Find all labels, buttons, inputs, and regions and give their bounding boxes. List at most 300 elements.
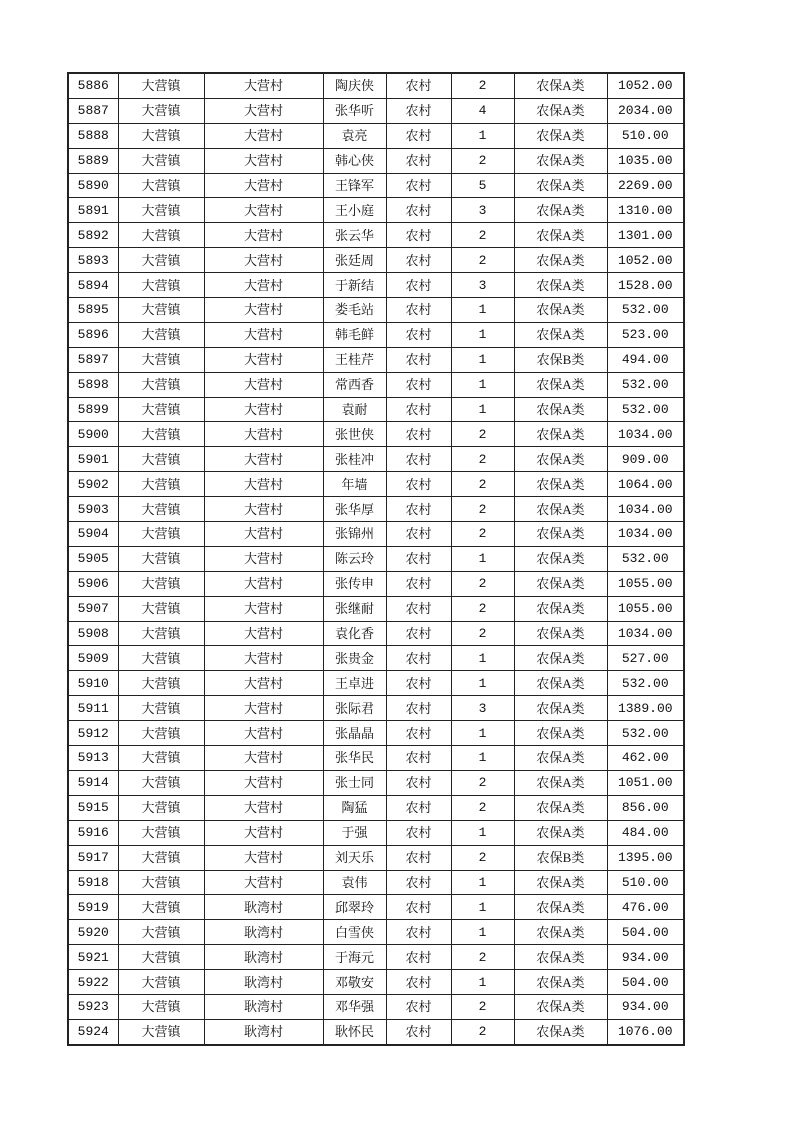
insurance-type-cell: 农保A类 — [514, 546, 607, 571]
village-cell: 大营村 — [204, 322, 323, 347]
household-size-cell: 2 — [451, 571, 514, 596]
amount-cell: 1035.00 — [607, 148, 684, 173]
table-row — [68, 148, 684, 173]
town-cell: 大营镇 — [118, 945, 204, 970]
area-type-cell: 农村 — [386, 148, 451, 173]
table-row — [68, 994, 684, 1019]
row-id-cell: 5913 — [68, 746, 118, 771]
amount-cell: 1034.00 — [607, 422, 684, 447]
town-cell: 大营镇 — [118, 322, 204, 347]
row-id-cell: 5889 — [68, 148, 118, 173]
table-row — [68, 621, 684, 646]
village-cell: 耿湾村 — [204, 945, 323, 970]
row-id-cell: 5903 — [68, 497, 118, 522]
amount-cell: 1051.00 — [607, 770, 684, 795]
amount-cell: 856.00 — [607, 795, 684, 820]
area-type-cell: 农村 — [386, 248, 451, 273]
household-size-cell: 3 — [451, 198, 514, 223]
town-cell: 大营镇 — [118, 198, 204, 223]
amount-cell: 909.00 — [607, 447, 684, 472]
town-cell: 大营镇 — [118, 671, 204, 696]
person-name-cell: 陶庆侠 — [323, 73, 386, 98]
village-cell: 大营村 — [204, 546, 323, 571]
amount-cell: 527.00 — [607, 646, 684, 671]
village-cell: 大营村 — [204, 795, 323, 820]
area-type-cell: 农村 — [386, 970, 451, 995]
amount-cell: 1034.00 — [607, 621, 684, 646]
household-size-cell: 2 — [451, 770, 514, 795]
row-id-cell: 5909 — [68, 646, 118, 671]
household-size-cell: 1 — [451, 123, 514, 148]
person-name-cell: 张际君 — [323, 696, 386, 721]
person-name-cell: 邓华强 — [323, 994, 386, 1019]
household-size-cell: 1 — [451, 546, 514, 571]
household-size-cell: 2 — [451, 596, 514, 621]
area-type-cell: 农村 — [386, 123, 451, 148]
household-size-cell: 2 — [451, 621, 514, 646]
town-cell: 大营镇 — [118, 646, 204, 671]
amount-cell: 1301.00 — [607, 223, 684, 248]
insurance-type-cell: 农保A类 — [514, 322, 607, 347]
person-name-cell: 常西香 — [323, 372, 386, 397]
insurance-type-cell: 农保A类 — [514, 920, 607, 945]
table-row — [68, 522, 684, 547]
household-size-cell: 1 — [451, 646, 514, 671]
insurance-type-cell: 农保A类 — [514, 795, 607, 820]
town-cell: 大营镇 — [118, 123, 204, 148]
person-name-cell: 张廷周 — [323, 248, 386, 273]
row-id-cell: 5901 — [68, 447, 118, 472]
person-name-cell: 耿怀民 — [323, 1019, 386, 1044]
village-cell: 耿湾村 — [204, 970, 323, 995]
village-cell: 大营村 — [204, 820, 323, 845]
village-cell: 大营村 — [204, 596, 323, 621]
household-size-cell: 1 — [451, 298, 514, 323]
row-id-cell: 5924 — [68, 1019, 118, 1044]
insurance-type-cell: 农保A类 — [514, 895, 607, 920]
village-cell: 大营村 — [204, 273, 323, 298]
area-type-cell: 农村 — [386, 522, 451, 547]
table-row — [68, 970, 684, 995]
row-id-cell: 5898 — [68, 372, 118, 397]
area-type-cell: 农村 — [386, 596, 451, 621]
household-size-cell: 2 — [451, 1019, 514, 1044]
amount-cell: 934.00 — [607, 945, 684, 970]
person-name-cell: 王锋军 — [323, 173, 386, 198]
row-id-cell: 5918 — [68, 870, 118, 895]
row-id-cell: 5895 — [68, 298, 118, 323]
person-name-cell: 张华听 — [323, 98, 386, 123]
row-id-cell: 5899 — [68, 397, 118, 422]
row-id-cell: 5905 — [68, 546, 118, 571]
household-size-cell: 1 — [451, 820, 514, 845]
insurance-type-cell: 农保A类 — [514, 621, 607, 646]
row-id-cell: 5919 — [68, 895, 118, 920]
amount-cell: 532.00 — [607, 546, 684, 571]
row-id-cell: 5887 — [68, 98, 118, 123]
town-cell: 大营镇 — [118, 248, 204, 273]
person-name-cell: 袁化香 — [323, 621, 386, 646]
village-cell: 大营村 — [204, 372, 323, 397]
person-name-cell: 陶猛 — [323, 795, 386, 820]
row-id-cell: 5914 — [68, 770, 118, 795]
table-row — [68, 920, 684, 945]
village-cell: 大营村 — [204, 696, 323, 721]
row-id-cell: 5886 — [68, 73, 118, 98]
village-cell: 耿湾村 — [204, 994, 323, 1019]
row-id-cell: 5908 — [68, 621, 118, 646]
insurance-type-cell: 农保A类 — [514, 571, 607, 596]
person-name-cell: 邱翠玲 — [323, 895, 386, 920]
household-size-cell: 2 — [451, 472, 514, 497]
person-name-cell: 袁耐 — [323, 397, 386, 422]
table-row — [68, 198, 684, 223]
village-cell: 大营村 — [204, 298, 323, 323]
area-type-cell: 农村 — [386, 497, 451, 522]
person-name-cell: 张华民 — [323, 746, 386, 771]
area-type-cell: 农村 — [386, 621, 451, 646]
row-id-cell: 5922 — [68, 970, 118, 995]
area-type-cell: 农村 — [386, 397, 451, 422]
amount-cell: 532.00 — [607, 671, 684, 696]
table-row — [68, 98, 684, 123]
town-cell: 大营镇 — [118, 895, 204, 920]
village-cell: 大营村 — [204, 522, 323, 547]
table-row — [68, 173, 684, 198]
table-row — [68, 546, 684, 571]
table-row — [68, 696, 684, 721]
table-row — [68, 372, 684, 397]
amount-cell: 1034.00 — [607, 522, 684, 547]
insurance-type-cell: 农保A类 — [514, 298, 607, 323]
village-cell: 大营村 — [204, 347, 323, 372]
row-id-cell: 5896 — [68, 322, 118, 347]
amount-cell: 510.00 — [607, 123, 684, 148]
household-size-cell: 2 — [451, 945, 514, 970]
insurance-type-cell: 农保A类 — [514, 1019, 607, 1044]
area-type-cell: 农村 — [386, 721, 451, 746]
household-size-cell: 1 — [451, 671, 514, 696]
insurance-type-cell: 农保A类 — [514, 671, 607, 696]
town-cell: 大营镇 — [118, 621, 204, 646]
town-cell: 大营镇 — [118, 522, 204, 547]
area-type-cell: 农村 — [386, 322, 451, 347]
row-id-cell: 5894 — [68, 273, 118, 298]
amount-cell: 462.00 — [607, 746, 684, 771]
household-size-cell: 1 — [451, 397, 514, 422]
village-cell: 耿湾村 — [204, 920, 323, 945]
household-size-cell: 1 — [451, 920, 514, 945]
person-name-cell: 袁亮 — [323, 123, 386, 148]
town-cell: 大营镇 — [118, 746, 204, 771]
insurance-type-cell: 农保A类 — [514, 696, 607, 721]
insurance-type-cell: 农保A类 — [514, 73, 607, 98]
row-id-cell: 5917 — [68, 845, 118, 870]
town-cell: 大营镇 — [118, 397, 204, 422]
village-cell: 耿湾村 — [204, 895, 323, 920]
amount-cell: 1064.00 — [607, 472, 684, 497]
town-cell: 大营镇 — [118, 696, 204, 721]
area-type-cell: 农村 — [386, 646, 451, 671]
insurance-type-cell: 农保A类 — [514, 123, 607, 148]
amount-cell: 504.00 — [607, 920, 684, 945]
amount-cell: 476.00 — [607, 895, 684, 920]
area-type-cell: 农村 — [386, 98, 451, 123]
amount-cell: 532.00 — [607, 721, 684, 746]
person-name-cell: 王桂芹 — [323, 347, 386, 372]
person-name-cell: 年墙 — [323, 472, 386, 497]
insurance-type-cell: 农保A类 — [514, 970, 607, 995]
row-id-cell: 5920 — [68, 920, 118, 945]
area-type-cell: 农村 — [386, 820, 451, 845]
village-cell: 大营村 — [204, 148, 323, 173]
village-cell: 大营村 — [204, 98, 323, 123]
insurance-type-cell: 农保A类 — [514, 646, 607, 671]
table-row — [68, 322, 684, 347]
row-id-cell: 5891 — [68, 198, 118, 223]
household-size-cell: 1 — [451, 970, 514, 995]
village-cell: 大营村 — [204, 397, 323, 422]
village-cell: 大营村 — [204, 223, 323, 248]
village-cell: 大营村 — [204, 198, 323, 223]
area-type-cell: 农村 — [386, 671, 451, 696]
town-cell: 大营镇 — [118, 447, 204, 472]
town-cell: 大营镇 — [118, 472, 204, 497]
household-size-cell: 2 — [451, 422, 514, 447]
household-size-cell: 1 — [451, 372, 514, 397]
row-id-cell: 5912 — [68, 721, 118, 746]
amount-cell: 1055.00 — [607, 571, 684, 596]
table-row — [68, 347, 684, 372]
town-cell: 大营镇 — [118, 721, 204, 746]
amount-cell: 1395.00 — [607, 845, 684, 870]
household-size-cell: 5 — [451, 173, 514, 198]
insurance-type-cell: 农保A类 — [514, 248, 607, 273]
village-cell: 大营村 — [204, 770, 323, 795]
area-type-cell: 农村 — [386, 571, 451, 596]
person-name-cell: 韩心侠 — [323, 148, 386, 173]
table-row — [68, 472, 684, 497]
amount-cell: 2269.00 — [607, 173, 684, 198]
person-name-cell: 张晶晶 — [323, 721, 386, 746]
household-size-cell: 2 — [451, 845, 514, 870]
household-size-cell: 2 — [451, 795, 514, 820]
amount-cell: 494.00 — [607, 347, 684, 372]
amount-cell: 934.00 — [607, 994, 684, 1019]
person-name-cell: 娄毛站 — [323, 298, 386, 323]
town-cell: 大营镇 — [118, 148, 204, 173]
household-size-cell: 3 — [451, 696, 514, 721]
table-row — [68, 671, 684, 696]
village-cell: 大营村 — [204, 845, 323, 870]
area-type-cell: 农村 — [386, 273, 451, 298]
area-type-cell: 农村 — [386, 895, 451, 920]
area-type-cell: 农村 — [386, 372, 451, 397]
area-type-cell: 农村 — [386, 920, 451, 945]
table-row — [68, 447, 684, 472]
town-cell: 大营镇 — [118, 98, 204, 123]
person-name-cell: 张世侠 — [323, 422, 386, 447]
row-id-cell: 5892 — [68, 223, 118, 248]
person-name-cell: 张传申 — [323, 571, 386, 596]
table-row — [68, 945, 684, 970]
row-id-cell: 5923 — [68, 994, 118, 1019]
amount-cell: 532.00 — [607, 298, 684, 323]
village-cell: 大营村 — [204, 173, 323, 198]
town-cell: 大营镇 — [118, 223, 204, 248]
amount-cell: 1052.00 — [607, 73, 684, 98]
town-cell: 大营镇 — [118, 298, 204, 323]
row-id-cell: 5897 — [68, 347, 118, 372]
household-size-cell: 2 — [451, 522, 514, 547]
town-cell: 大营镇 — [118, 497, 204, 522]
area-type-cell: 农村 — [386, 298, 451, 323]
household-size-cell: 2 — [451, 447, 514, 472]
person-name-cell: 韩毛鲜 — [323, 322, 386, 347]
household-size-cell: 2 — [451, 994, 514, 1019]
insurance-type-cell: 农保A类 — [514, 472, 607, 497]
town-cell: 大营镇 — [118, 571, 204, 596]
person-name-cell: 白雪侠 — [323, 920, 386, 945]
row-id-cell: 5888 — [68, 123, 118, 148]
village-cell: 大营村 — [204, 746, 323, 771]
insurance-type-cell: 农保A类 — [514, 596, 607, 621]
amount-cell: 1076.00 — [607, 1019, 684, 1044]
town-cell: 大营镇 — [118, 173, 204, 198]
household-size-cell: 2 — [451, 148, 514, 173]
household-size-cell: 1 — [451, 322, 514, 347]
area-type-cell: 农村 — [386, 870, 451, 895]
amount-cell: 1034.00 — [607, 497, 684, 522]
insurance-type-cell: 农保A类 — [514, 397, 607, 422]
insurance-type-cell: 农保A类 — [514, 223, 607, 248]
village-cell: 大营村 — [204, 721, 323, 746]
insurance-type-cell: 农保B类 — [514, 347, 607, 372]
insurance-type-cell: 农保A类 — [514, 447, 607, 472]
row-id-cell: 5915 — [68, 795, 118, 820]
household-size-cell: 2 — [451, 73, 514, 98]
household-size-cell: 2 — [451, 223, 514, 248]
insurance-type-cell: 农保A类 — [514, 945, 607, 970]
town-cell: 大营镇 — [118, 770, 204, 795]
table-row — [68, 571, 684, 596]
row-id-cell: 5911 — [68, 696, 118, 721]
person-name-cell: 张继耐 — [323, 596, 386, 621]
household-size-cell: 4 — [451, 98, 514, 123]
table-row — [68, 298, 684, 323]
person-name-cell: 于海元 — [323, 945, 386, 970]
village-cell: 大营村 — [204, 447, 323, 472]
person-name-cell: 张云华 — [323, 223, 386, 248]
household-size-cell: 1 — [451, 870, 514, 895]
area-type-cell: 农村 — [386, 422, 451, 447]
person-name-cell: 王卓进 — [323, 671, 386, 696]
area-type-cell: 农村 — [386, 173, 451, 198]
table-row — [68, 497, 684, 522]
insurance-type-cell: 农保A类 — [514, 820, 607, 845]
village-cell: 大营村 — [204, 571, 323, 596]
person-name-cell: 张桂冲 — [323, 447, 386, 472]
town-cell: 大营镇 — [118, 273, 204, 298]
town-cell: 大营镇 — [118, 347, 204, 372]
area-type-cell: 农村 — [386, 347, 451, 372]
household-size-cell: 3 — [451, 273, 514, 298]
person-name-cell: 张锦州 — [323, 522, 386, 547]
table-row — [68, 845, 684, 870]
household-size-cell: 2 — [451, 248, 514, 273]
table-row — [68, 422, 684, 447]
village-cell: 大营村 — [204, 870, 323, 895]
area-type-cell: 农村 — [386, 770, 451, 795]
amount-cell: 523.00 — [607, 322, 684, 347]
town-cell: 大营镇 — [118, 73, 204, 98]
table-row — [68, 646, 684, 671]
insurance-type-cell: 农保A类 — [514, 770, 607, 795]
amount-cell: 532.00 — [607, 372, 684, 397]
village-cell: 大营村 — [204, 621, 323, 646]
row-id-cell: 5921 — [68, 945, 118, 970]
area-type-cell: 农村 — [386, 845, 451, 870]
town-cell: 大营镇 — [118, 820, 204, 845]
insurance-type-cell: 农保A类 — [514, 198, 607, 223]
town-cell: 大营镇 — [118, 795, 204, 820]
village-cell: 大营村 — [204, 73, 323, 98]
amount-cell: 1055.00 — [607, 596, 684, 621]
insurance-type-cell: 农保A类 — [514, 522, 607, 547]
amount-cell: 1528.00 — [607, 273, 684, 298]
person-name-cell: 于强 — [323, 820, 386, 845]
village-cell: 大营村 — [204, 646, 323, 671]
insurance-type-cell: 农保B类 — [514, 845, 607, 870]
table-row — [68, 1019, 684, 1044]
table-row — [68, 870, 684, 895]
town-cell: 大营镇 — [118, 596, 204, 621]
household-size-cell: 1 — [451, 895, 514, 920]
insurance-type-cell: 农保A类 — [514, 372, 607, 397]
village-cell: 耿湾村 — [204, 1019, 323, 1044]
row-id-cell: 5900 — [68, 422, 118, 447]
area-type-cell: 农村 — [386, 945, 451, 970]
amount-cell: 1389.00 — [607, 696, 684, 721]
amount-cell: 532.00 — [607, 397, 684, 422]
town-cell: 大营镇 — [118, 372, 204, 397]
village-cell: 大营村 — [204, 248, 323, 273]
insurance-type-cell: 农保A类 — [514, 994, 607, 1019]
table-row — [68, 273, 684, 298]
insurance-type-cell: 农保A类 — [514, 721, 607, 746]
town-cell: 大营镇 — [118, 970, 204, 995]
row-id-cell: 5916 — [68, 820, 118, 845]
table-row — [68, 248, 684, 273]
amount-cell: 1310.00 — [607, 198, 684, 223]
row-id-cell: 5907 — [68, 596, 118, 621]
table-row — [68, 397, 684, 422]
table-row — [68, 123, 684, 148]
amount-cell: 504.00 — [607, 970, 684, 995]
person-name-cell: 陈云玲 — [323, 546, 386, 571]
area-type-cell: 农村 — [386, 795, 451, 820]
amount-cell: 1052.00 — [607, 248, 684, 273]
town-cell: 大营镇 — [118, 1019, 204, 1044]
table-row — [68, 795, 684, 820]
row-id-cell: 5904 — [68, 522, 118, 547]
table-row — [68, 820, 684, 845]
person-name-cell: 张华厚 — [323, 497, 386, 522]
area-type-cell: 农村 — [386, 696, 451, 721]
area-type-cell: 农村 — [386, 746, 451, 771]
amount-cell: 484.00 — [607, 820, 684, 845]
town-cell: 大营镇 — [118, 422, 204, 447]
